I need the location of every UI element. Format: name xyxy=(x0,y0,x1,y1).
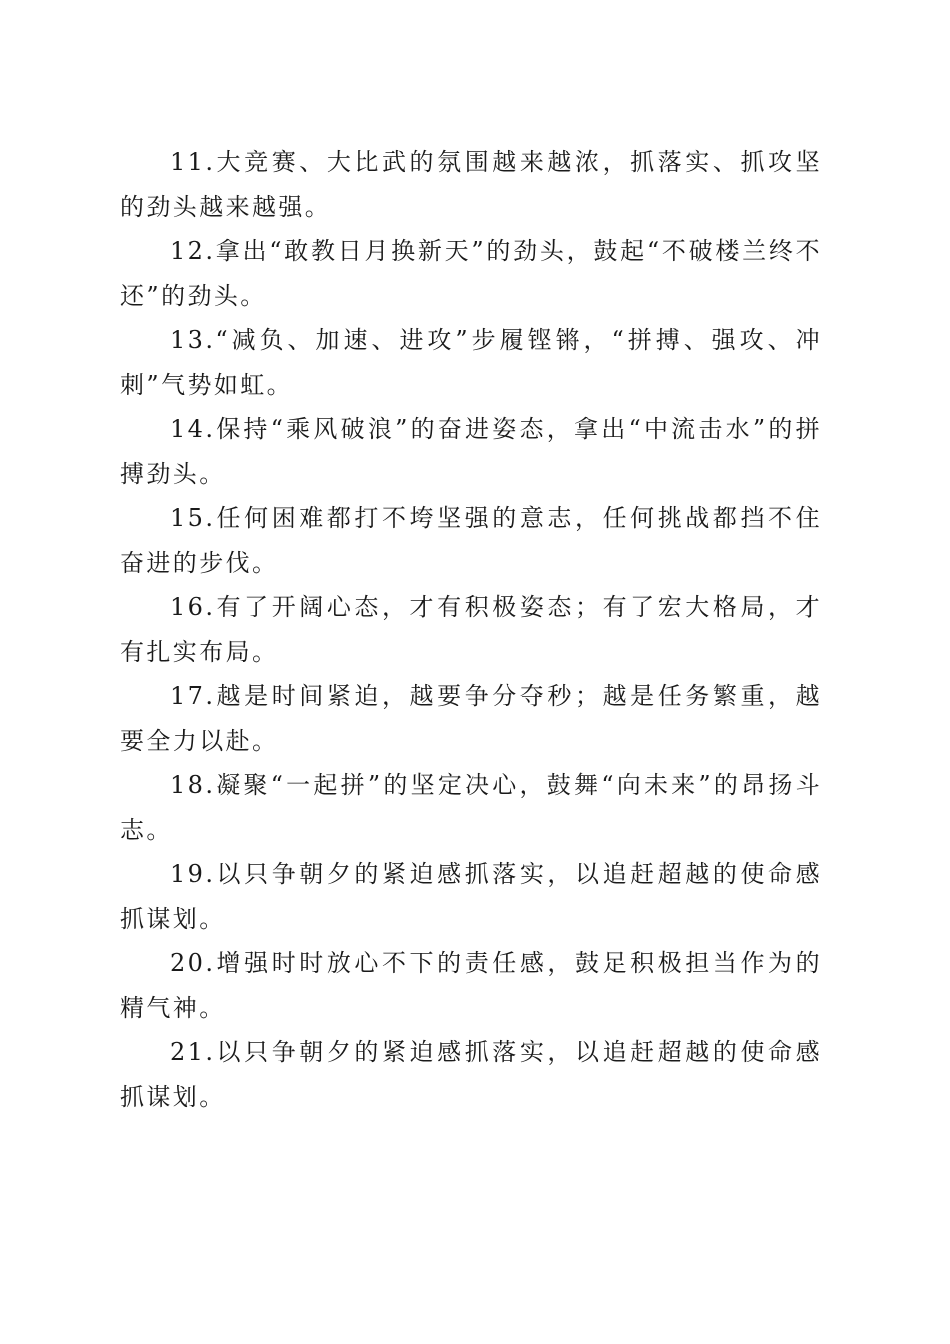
paragraph-16: 16.有了开阔心态，才有积极姿态；有了宏大格局，才有扎实布局。 xyxy=(120,593,822,666)
paragraph-20: 20.增强时时放心不下的责任感，鼓足积极担当作为的精气神。 xyxy=(120,949,822,1022)
paragraph-18: 18.凝聚“一起拼”的坚定决心，鼓舞“向未来”的昂扬斗志。 xyxy=(120,771,822,844)
paragraph-13: 13.“减负、加速、进攻”步履铿锵，“拼搏、强攻、冲刺”气势如虹。 xyxy=(120,326,822,399)
paragraph-12: 12.拿出“敢教日月换新天”的劲头，鼓起“不破楼兰终不还”的劲头。 xyxy=(120,237,822,310)
paragraph-19: 19.以只争朝夕的紧迫感抓落实，以追赶超越的使命感抓谋划。 xyxy=(120,860,822,933)
paragraph-17: 17.越是时间紧迫，越要争分夺秒；越是任务繁重，越要全力以赴。 xyxy=(120,682,822,755)
document-body xyxy=(120,140,822,1119)
paragraph-15: 15.任何困难都打不垮坚强的意志，任何挑战都挡不住奋进的步伐。 xyxy=(120,504,822,577)
paragraph-21: 21.以只争朝夕的紧迫感抓落实，以追赶超越的使命感抓谋划。 xyxy=(120,1038,822,1111)
paragraph-14: 14.保持“乘风破浪”的奋进姿态，拿出“中流击水”的拼搏劲头。 xyxy=(120,415,822,488)
paragraph-11: 11.大竞赛、大比武的氛围越来越浓，抓落实、抓攻坚的劲头越来越强。 xyxy=(120,148,822,221)
